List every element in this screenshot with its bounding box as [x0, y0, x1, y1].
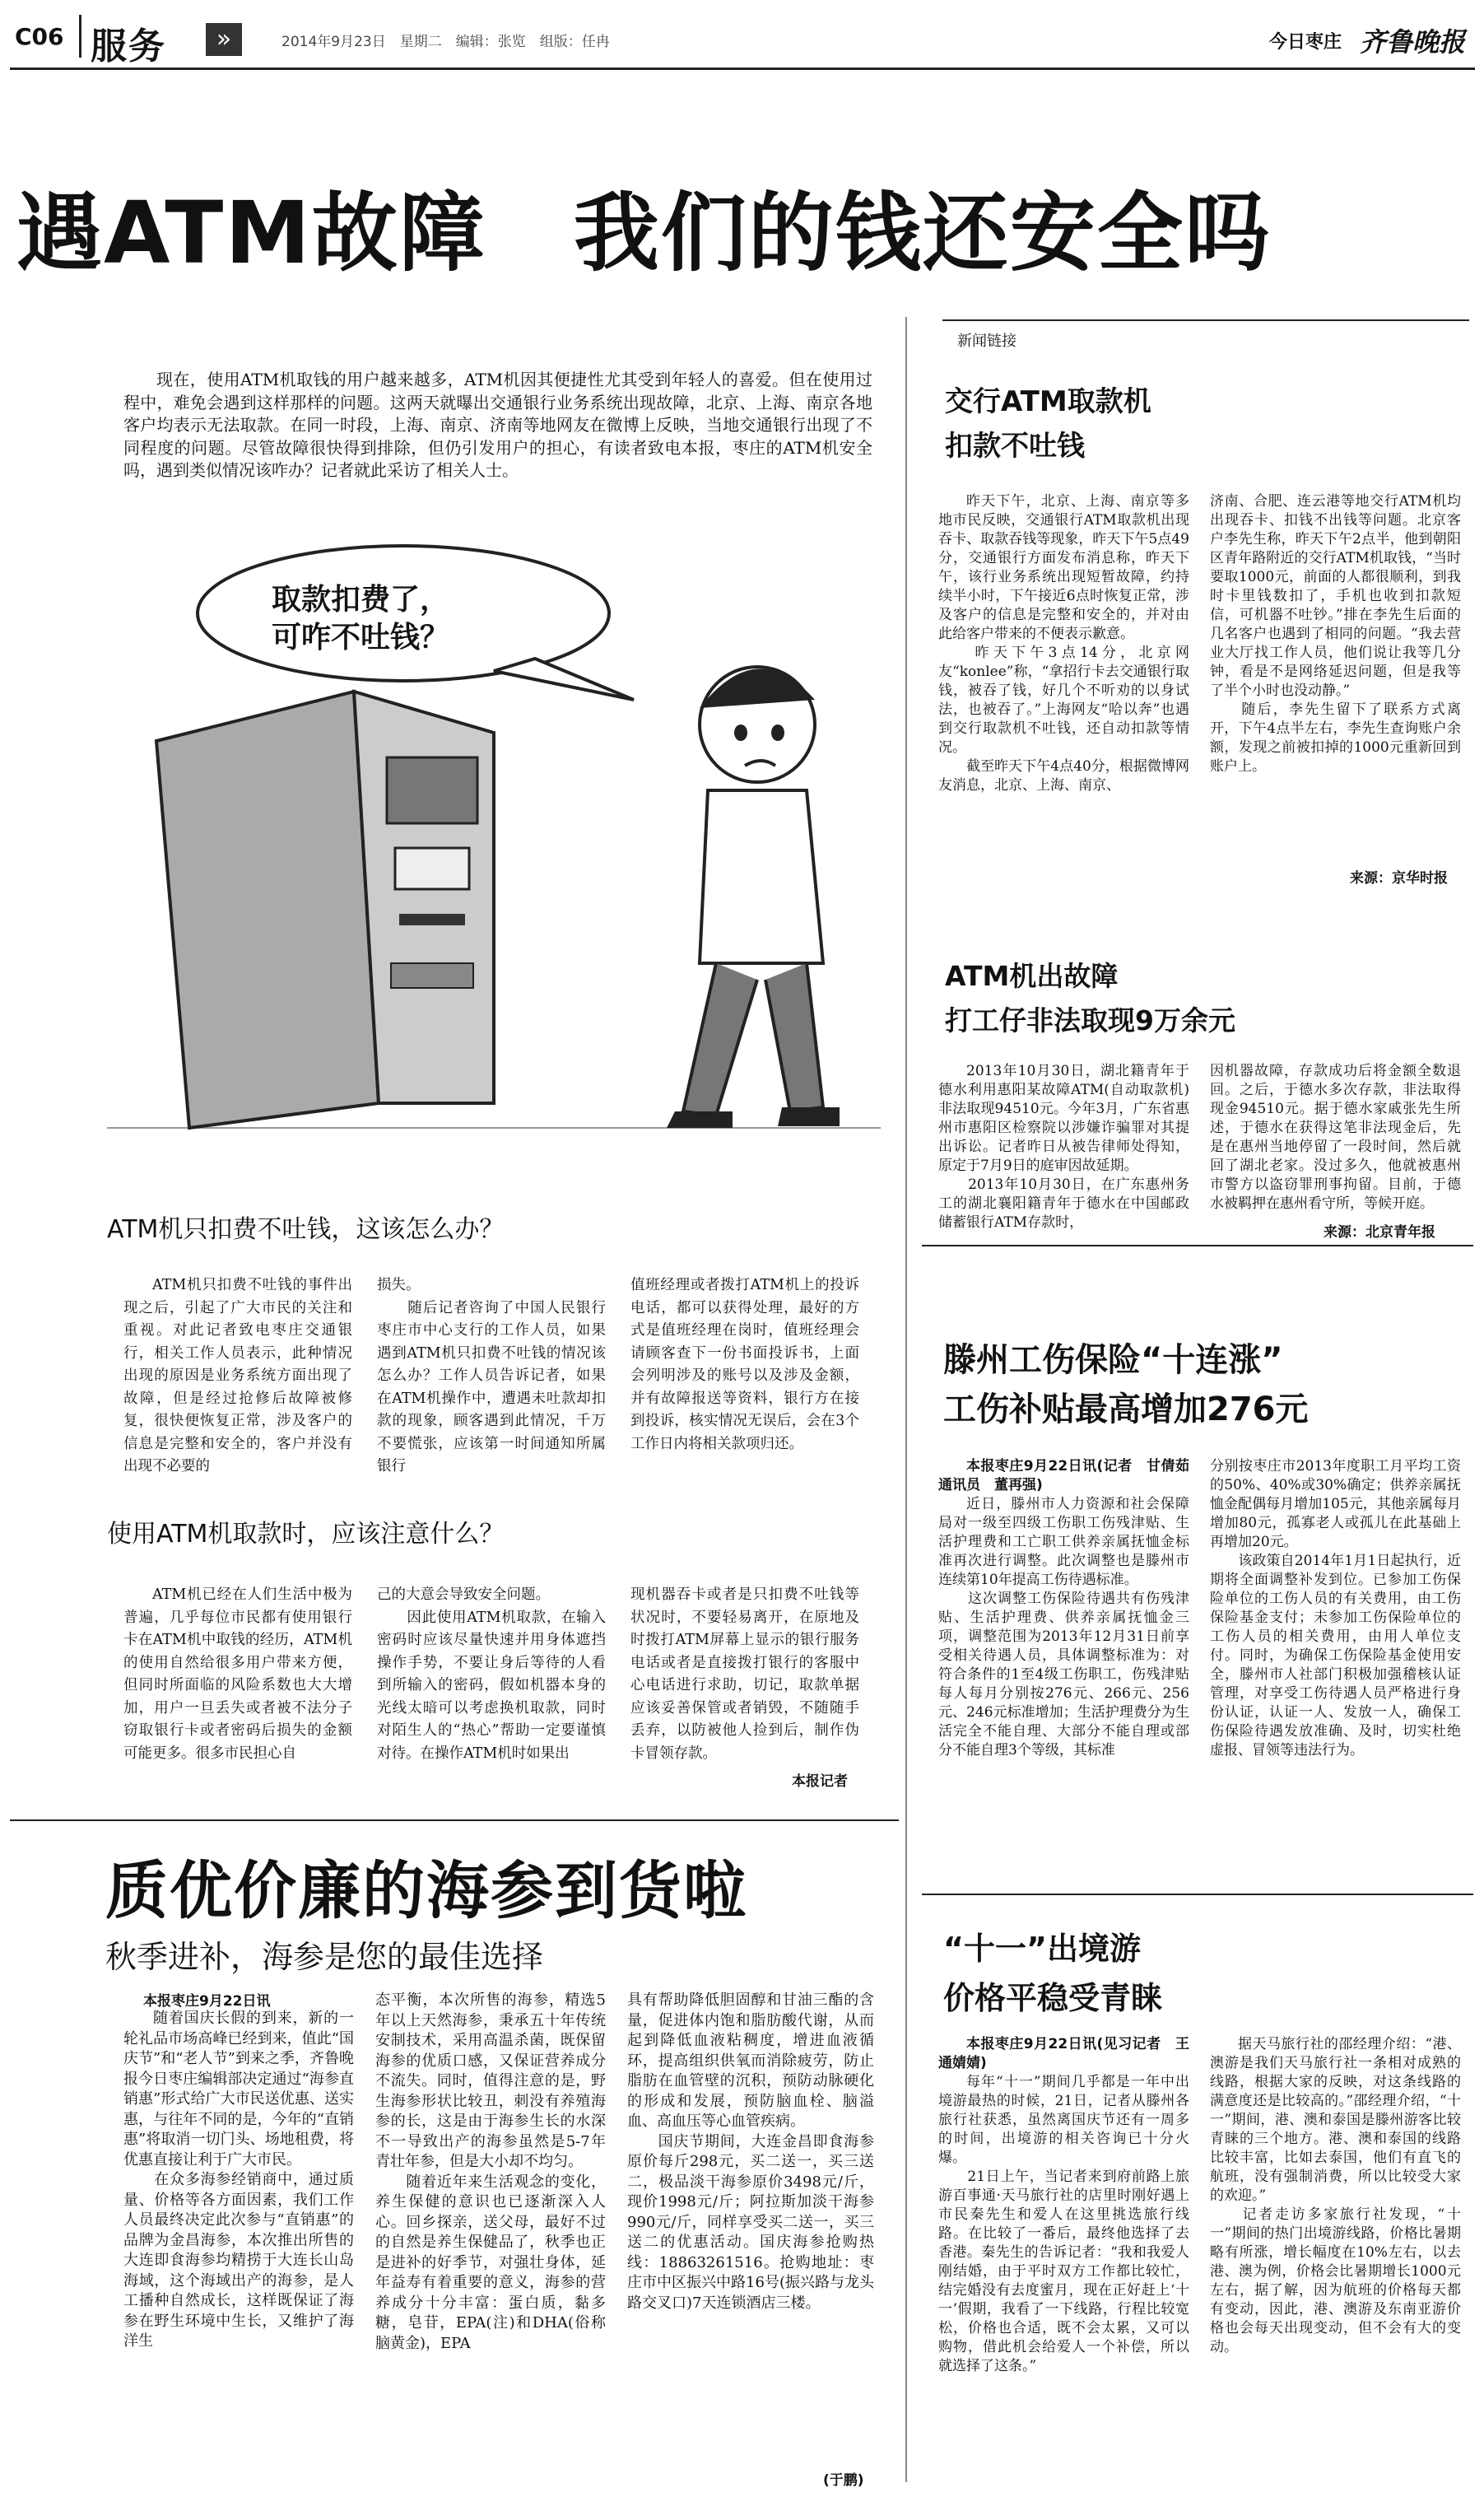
main-headline: 遇ATM故障 我们的钱还安全吗: [16, 183, 1272, 283]
section-divider: [79, 15, 81, 58]
qa1-title: ATM机只扣费不吐钱，这该怎么办？: [107, 1215, 505, 1244]
qa1-col2: 损失。 随后记者咨询了中国人民银行枣庄市中心支行的工作人员，如果遇到ATM机只扣费不吐钱的情况该怎么办？工作人员告诉记者，如果在ATM机操作中，遭遇未吐款却扣款的现象，顾客遇到此情况，千万不要慌张，应该第一时间通知所属银行: [377, 1277, 606, 1474]
bubble-text-line2: 可咋不吐钱？: [272, 621, 450, 655]
sidebar-tag: 新闻链接: [957, 333, 1016, 350]
paper-brand-logo: 齐鲁晚报: [1360, 26, 1466, 58]
section-label: 服务: [91, 26, 166, 68]
tengzhou-byline: 本报枣庄9月22日讯(记者 甘倩茹 通讯员 董再强): [938, 1458, 1203, 1493]
masthead: [10, 8, 1475, 66]
masthead-rule: [10, 68, 1475, 70]
sidebar-item2-title-l1: ATM机出故障: [945, 960, 1119, 992]
sidebar-item2-title-l2: 打工仔非法取现9万余元: [945, 1004, 1235, 1037]
tengzhou-title-l2: 工伤补贴最高增加276元: [943, 1391, 1309, 1428]
paper-name: 今日枣庄: [1269, 32, 1342, 53]
lead-paragraph: 现在，使用ATM机取钱的用户越来越多，ATM机因其便捷性尤其受到年轻人的喜爱。但在使用过程中，难免会遇到这样那样的问题。这两天就曝出交通银行业务系统出现故障，北京、上海、南京各地客户均表示无法取款。在同一时段，上海、南京、济南等地网友在微博上反映，当地交通银行出现了不同程度的问题。尽管故障很快得到排除，但仍引发用户的担心，有读者致电本报，枣庄的ATM机安全吗，遇到类似情况该咋办？记者就此采访了相关人士。: [123, 370, 872, 480]
qa2-col1: ATM机已经在人们生活中极为普遍，几乎每位市民都有使用银行卡在ATM机中取钱的经历，ATM机的使用自然给很多用户带来方便，但同时所面临的风险系数也大大增加，用户一旦丢失或者被不法分子窃取银行卡或者密码后损失的金额可能更多。很多市民担心自: [123, 1586, 352, 1762]
bubble-text-line1: 取款扣费了，: [272, 583, 450, 617]
sidebar-item2-col1: 2013年10月30日，湖北籍青年于德水利用惠阳某故障ATM(自动取款机)非法取现94510元。今年3月，广东省惠州市惠阳区检察院以涉嫌诈骗罪对其提出诉讼。记者昨日从被告律师处得知，原定于7月9日的庭审因故延期。 2013年10月30日，在广东惠州务工的湖北襄阳籍青年于德水在中国邮政储蓄银行ATM存款时，: [938, 1063, 1189, 1231]
qa2-col2: 己的大意会导致安全问题。 因此使用ATM机取款，在输入密码时应该尽量快速并用身体遮挡操作手势，不要让身后等待的人看到所输入的密码，假如机器本身的光线太暗可以考虑换机取款，同时对陌生人的“热心”帮助一定要谨慎对待。在操作ATM机时如果出: [377, 1586, 606, 1762]
travel-byline: 本报枣庄9月22日讯(见习记者 王通婧婧): [938, 2036, 1189, 2071]
page-number: C06: [15, 23, 64, 50]
tengzhou-col2: 分别按枣庄市2013年度职工月平均工资的50%、40%或30%确定；供养亲属抚恤金配偶每月增加105元，其他亲属每月增加80元，孤寡老人或孤儿在此基础上再增加20元。 该政策自2014年1月1日起执行，近期将全面调整补发到位。已参加工伤保险单位的工伤人员的有关费用，由工伤保险基金支付；未参加工伤保险单位的工伤人员的相关费用，由用人单位支付。同时，为确保工伤保险基金使用安全，滕州市人社部门积极加强稽核认证管理，对享受工伤待遇人员严格进行身份认证，认证一人、发放一人，确保工伤保险待遇发放准确、及时，切实杜绝虚报、冒领等违法行为。: [1210, 1458, 1461, 1759]
seacucumber-author: (于鹏): [823, 2472, 864, 2489]
travel-top-rule: [922, 1894, 1473, 1895]
sidebar-item2-source: 来源：北京青年报: [1324, 1224, 1435, 1241]
seacucumber-headline: 质优价廉的海参到货啦: [105, 1854, 747, 1927]
travel-title-l2: 价格平稳受青睐: [943, 1980, 1163, 2016]
tengzhou-top-rule: [922, 1245, 1473, 1246]
tengzhou-col1: 本报枣庄9月22日讯(记者 甘倩茹 通讯员 董再强) 近日，滕州市人力资源和社会保障局对一级至四级工伤职工伤残津贴、生活护理费和工亡职工供养亲属抚恤金标准再次进行调整。此次调整也是滕州市连续第10年提高工伤待遇标准。 这次调整工伤保险待遇共有伤残津贴、生活护理费、供养亲属抚恤金三项，调整范围为2013年12月31日前享受相关待遇人员，具体调整标准为：对符合条件的1至4级工伤职工，伤残津贴每人每月分别按276元、266元、256元、246元标准增加；生活护理费分为生活完全不能自理、大部分不能自理或部分不能自理3个等级，其标准: [938, 1458, 1203, 1759]
qa1-col3: 值班经理或者拨打ATM机上的投诉电话，都可以获得处理，最好的方式是值班经理在岗时，值班经理会请顾客查下一份书面投诉书，上面会列明涉及的账号以及涉及金额，并有故障报送等资料，银行方在接到投诉，核实情况无误后，会在3个工作日内将相关款项归还。: [630, 1277, 859, 1452]
column-divider: [905, 317, 907, 2482]
seacucumber-subhead: 秋季进补，海参是您的最佳选择: [105, 1939, 544, 1975]
sidebar-tag-box: [942, 319, 1469, 359]
issue-meta: 2014年9月23日 星期二 编辑：张览 组版：任冉: [281, 34, 610, 50]
tengzhou-title-l1: 滕州工伤保险“十连涨”: [943, 1341, 1283, 1379]
qa2-col3: 现机器吞卡或者是只扣费不吐钱等状况时，不要轻易离开，在原地及时拨打ATM屏幕上显示的银行服务电话或者是直接拨打银行的客服中心电话进行求助，切记，取款单据应该妥善保管或者销毁，不随随手丢弃，以防被他人捡到后，制作伪卡冒领存款。: [630, 1586, 859, 1762]
sidebar-item1-col2: 济南、合肥、连云港等地交行ATM机均出现吞卡、扣钱不出钱等问题。北京客户李先生称，昨天下午2点半，他到朝阳区青年路附近的交行ATM机取钱，“当时要取1000元，前面的人都很顺利，到我时卡里钱数扣了，手机也收到扣款短信，可机器不吐钞。”排在李先生后面的几名客户也遇到了相同的问题。“我去营业大厅找工作人员，他们说让我等几分钟，看是不是网络延迟问题，但是我等了半个小时也没动静。” 随后，李先生留下了联系方式离开，下午4点半左右，李先生查询账户余额，发现之前被扣掉的1000元重新回到账户上。: [1210, 493, 1461, 775]
travel-title-l1: “十一”出境游: [943, 1931, 1141, 1967]
seacucumber-col2: 态平衡，本次所售的海参，精选5年以上天然海参，秉承五十年传统安制技术，采用高温杀菌，既保留海参的优质口感，又保证营养成分不流失。同时，值得注意的是，野生海参形状比较丑，刺没有养殖海参的长，这是由于海参生长的水深不一导致出产的海参虽然是5-7年青壮年参，但是大小却不均匀。 随着近年来生活观念的变化，养生保健的意识也已逐渐深入人心。回乡探亲，送父母，最好不过的自然是养生保健品了，秋季也正是进补的好季节，对强壮身体，延年益寿有着重要的意义，海参的营养成分十分丰富：蛋白质，黏多糖，皂苷，EPA(注)和DHA(俗称脑黄金)，EPA: [375, 1992, 606, 2352]
seacucumber-byline: 本报枣庄9月22日讯: [143, 1993, 271, 2010]
atm-cartoon-drawing: [107, 535, 881, 1158]
seacucumber-col3: 具有帮助降低胆固醇和甘油三酯的含量，促进体内饱和脂肪酸代谢，从而起到降低血液粘稠度，增进血液循环，提高组织供氧而消除疲劳，防止脂肪在血管壁的沉积，预防动脉硬化的形成和发展，预防脑血栓、脑溢血、高血压等心血管疾病。 国庆节期间，大连金昌即食海参原价每斤298元，买二送一，买三送二，极品淡干海参原价3498元/斤，现价1998元/斤；阿拉斯加淡干海参990元/斤，同样享受买二送一，买三送二的优惠活动。国庆海参抢购热线：18863261516。抢购地址：枣庄市中区振兴中路16号(振兴路与龙头路交叉口)7天连锁酒店三楼。: [627, 1992, 874, 2312]
sidebar-item1-title-l1: 交行ATM取款机: [945, 385, 1151, 418]
section-arrow-icon: »: [206, 23, 242, 56]
sidebar-item1-source: 来源：京华时报: [1350, 870, 1448, 887]
qa2-title: 使用ATM机取款时，应该注意什么？: [107, 1520, 505, 1549]
sidebar-item1-title-l2: 扣款不吐钱: [945, 430, 1085, 463]
qa2-byline: 本报记者: [792, 1773, 848, 1790]
seacucumber-top-rule: [10, 1819, 899, 1821]
sidebar-item1-col1: 昨天下午，北京、上海、南京等多地市民反映，交通银行ATM取款机出现吞卡、取款吞钱等现象，昨天下午5点49分，交通银行方面发布消息称，昨天下午，该行业务系统出现短暂故障，约持续半小时，下午接近6点时恢复正常，涉及客户的信息是完整和安全的，并对由此给客户带来的不便表示歉意。 昨天下午3点14分，北京网友“konlee”称，“拿招行卡去交通银行取钱，被吞了钱，好几个不听劝的以身试法，也被吞了。”上海网友“哈以奔”也遇到交行取款机不吐钱，还自动扣款等情况。 截至昨天下午4点40分，根据微博网友消息，北京、上海、南京、: [938, 493, 1189, 794]
cartoon-illustration: [107, 535, 881, 1158]
travel-col1: 本报枣庄9月22日讯(见习记者 王通婧婧) 每年“十一”期间几乎都是一年中出境游最热的时候，21日，记者从滕州各旅行社获悉，虽然离国庆节还有一周多的时间，出境游的相关咨询已十分火爆。 21日上午，当记者来到府前路上旅游百事通·天马旅行社的店里时刚好遇上市民秦先生和爱人在这里挑选旅行线路。在比较了一番后，最终他选择了去香港。秦先生的告诉记者：“我和我爱人刚结婚，由于平时双方工作都比较忙，结完婚没有去度蜜月，现在正好赶上‘十一’假期，我看了一下线路，行程比较宽松，价格也合适，既不会太累，又可以购物，借此机会给爱人一个补偿，所以就选择了这条。”: [938, 2036, 1189, 2374]
qa1-col1: ATM机只扣费不吐钱的事件出现之后，引起了广大市民的关注和重视。对此记者致电枣庄交通银行，相关工作人员表示，此种情况出现的原因是业务系统方面出现了故障，但是经过抢修后故障被修复，很快便恢复正常，涉及客户的信息是完整和安全的，客户并没有出现不必要的: [123, 1277, 352, 1474]
sidebar-item2-col2: 因机器故障，存款成功后将金额全数退回。之后，于德水多次存款，非法取得现金94510元。据于德水家戚张先生所述，于德水在获得这笔非法现金后，先是在惠州当地停留了一段时间，然后就回了湖北老家。没过多久，他就被惠州市警方以盗窃罪刑事拘留。目前，于德水被羁押在惠州看守所，等候开庭。: [1210, 1063, 1461, 1212]
seacucumber-col1: 随着国庆长假的到来，新的一轮礼品市场高峰已经到来，值此“国庆节”和“老人节”到来之季，齐鲁晚报今日枣庄编辑部决定通过“海参直销惠”形式给广大市民送优惠、送实惠，与往年不同的是，今年的“直销惠”将取消一切门头、场地租费，将优惠直接让利于广大市民。 在众多海参经销商中，通过质量、价格等各方面因素，我们工作人员最终决定此次参与“直销惠”的品牌为金昌海参，本次推出所售的大连即食海参均精捞于大连长山岛海域，这个海域出产的海参，是人工播种自然成长，这样既保证了海参在野生环境中生长，又维护了海洋生: [123, 2010, 354, 2350]
travel-col2: 据天马旅行社的邵经理介绍：“港、澳游是我们天马旅行社一条相对成熟的线路，根据大家的反映，对这条线路的满意度还是比较高的。”邵经理介绍，“十一”期间，港、澳和泰国是滕州游客比较青睐的三个地方。港、澳和泰国的线路比较丰富，比如去泰国，他们有直飞的航班，没有强制消费，所以比较受大家的欢迎。” 记者走访多家旅行社发现，“十一”期间的热门出境游线路，价格比暑期略有所涨，增长幅度在10%左右，以去港、澳为例，价格会比暑期增长1000元左右，据了解，因为航班的价格每天都有变动，因此，港、澳游及东南亚游价格也会每天出现变动，但不会有大的变动。: [1210, 2036, 1461, 2355]
